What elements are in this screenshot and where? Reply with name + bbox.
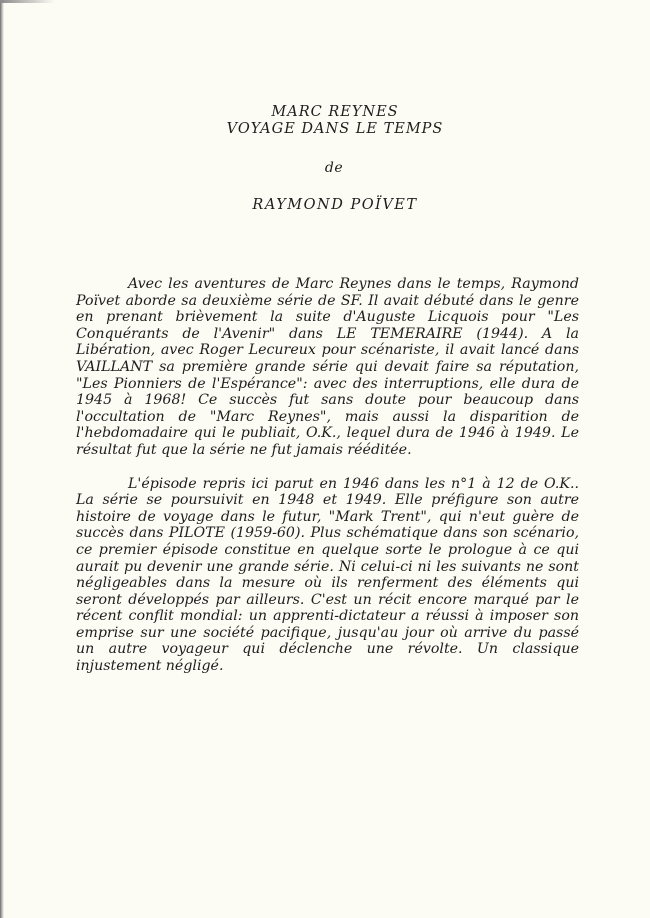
series-title: MARC REYNES <box>271 104 399 120</box>
title-block <box>0 104 650 214</box>
article-body <box>76 276 579 675</box>
paragraph-1: Avec les aventures de Marc Reynes dans le temps, Raymond Poïvet aborde sa deuxième série de SF. Il avait débuté dans le genre en prenant brièvement la suite d'Auguste Licquois pour "Les Conquérants de l'Avenir" dans LE TEMERAIRE (1944). A la Libération, avec Roger Lecureux pour scénariste, il avait lancé dans VAILLANT sa première grande série qui devait faire sa réputation, "Les Pionniers de l'Espérance": avec des interruptions, elle dura de 1945 à 1968! Ce succès fut sans doute pour beaucoup dans l'occultation de "Marc Reynes", mais aussi la disparition de l'hebdomadaire qui le publiait, O.K., lequel dura de 1946 à 1949. Le résultat fut que la série ne fut jamais rééditée. <box>76 276 579 458</box>
episode-title: VOYAGE DANS LE TEMPS <box>226 121 444 137</box>
author-name: RAYMOND POÏVET <box>252 197 418 213</box>
paragraph-2: L'épisode repris ici parut en 1946 dans les n°1 à 12 de O.K.. La série se poursuivit en 1948 et 1949. Elle préfigure son autre histoire de voyage dans le futur, "Mark Trent", qui n'eut guère de succès dans PILOTE (1959-60). Plus schématique dans son scénario, ce premier épisode constitue en quelque sorte le prologue à ce qui aurait pu devenir une grande série. Ni celui-ci ni les suivants ne sont négligeables dans la mesure où ils renferment des éléments qui seront développés par ailleurs. C'est un récit encore marqué par le récent conflit mondial: un apprenti-dictateur a réussi à imposer son emprise sur une société pacifique, jusqu'au jour où arrive du passé un autre voyageur qui déclenche une révolte. Un classique injustement négligé. <box>76 475 579 675</box>
by-label: de <box>324 160 344 176</box>
